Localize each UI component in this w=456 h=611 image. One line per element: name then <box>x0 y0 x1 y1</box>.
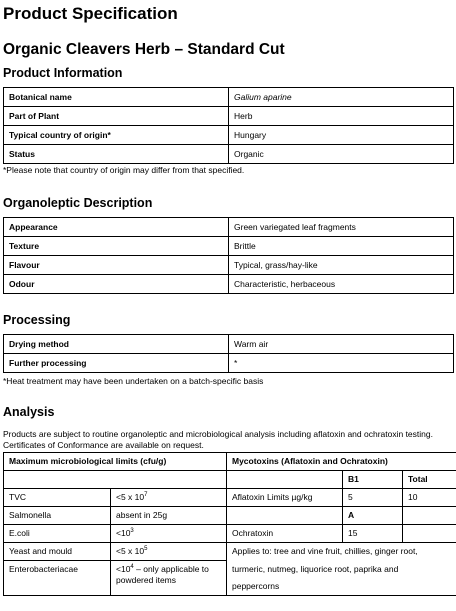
botanical-name-value: Galium aparine <box>229 88 454 107</box>
page-title: Product Specification <box>3 4 178 23</box>
enterobacteriacae-value: $<10^4$ – only applicable to powdered items <box>111 561 227 596</box>
enterobacteriacae-label: Enterobacteriacae <box>4 561 111 596</box>
status-label: Status <box>4 145 229 164</box>
product-information-heading: Product Information <box>3 66 123 80</box>
flavour-label: Flavour <box>4 256 229 275</box>
organoleptic-heading: Organoleptic Description <box>3 196 153 210</box>
texture-value: Brittle <box>229 237 454 256</box>
table-row <box>4 453 456 471</box>
table-row <box>4 237 454 256</box>
status-value: Organic <box>229 145 454 164</box>
table-row <box>4 145 454 164</box>
table-row <box>4 107 454 126</box>
product-name: Organic Cleavers Herb – Standard Cut <box>3 41 285 58</box>
heat-treatment-note: *Heat treatment may have been undertaken on a batch-specific basis <box>3 376 264 386</box>
table-row <box>4 561 456 578</box>
country-of-origin-value: Hungary <box>229 126 454 145</box>
mycotoxins-header: Mycotoxins (Aflatoxin and Ochratoxin) <box>227 453 456 471</box>
total-header: Total <box>403 471 456 489</box>
table-row <box>4 88 454 107</box>
drying-method-value: Warm air <box>229 335 454 354</box>
empty-cell <box>227 507 343 525</box>
salmonella-label: Salmonella <box>4 507 111 525</box>
origin-note: *Please note that country of origin may differ from that specified. <box>3 165 245 175</box>
table-row <box>4 256 454 275</box>
empty-cell <box>403 525 456 543</box>
product-information-table <box>3 87 454 164</box>
processing-heading: Processing <box>3 313 71 327</box>
empty-cell <box>403 507 456 525</box>
table-row <box>4 525 456 543</box>
applies-to-line-2: turmeric, nutmeg, liquorice root, paprika and <box>227 561 456 578</box>
table-row <box>4 471 456 489</box>
ochratoxin-label: Ochratoxin <box>227 525 343 543</box>
salmonella-value: absent in 25g <box>111 507 227 525</box>
analysis-table <box>3 452 456 596</box>
texture-label: Texture <box>4 237 229 256</box>
tvc-label: TVC <box>4 489 111 507</box>
table-row <box>4 275 454 294</box>
analysis-heading: Analysis <box>3 405 55 419</box>
appearance-label: Appearance <box>4 218 229 237</box>
analysis-intro: Products are subject to routine organoleptic and microbiological analysis including aflatoxin and ochratoxin testing. Certificates of Conformance are available on request. <box>3 429 433 450</box>
further-processing-value: * <box>229 354 454 373</box>
micro-limits-header: Maximum microbiological limits (cfu/g) <box>4 453 227 471</box>
table-row <box>4 507 456 525</box>
table-row <box>4 354 454 373</box>
table-row <box>4 218 454 237</box>
yeast-mould-label: Yeast and mould <box>4 543 111 561</box>
processing-table <box>3 334 454 373</box>
appearance-value: Green variegated leaf fragments <box>229 218 454 237</box>
country-of-origin-label: Typical country of origin* <box>4 126 229 145</box>
empty-cell <box>227 471 343 489</box>
aflatoxin-b1-value: 5 <box>343 489 403 507</box>
drying-method-label: Drying method <box>4 335 229 354</box>
yeast-mould-value: <5 x $10^5$ <box>111 543 227 561</box>
odour-label: Odour <box>4 275 229 294</box>
table-row <box>4 489 456 507</box>
table-row <box>4 335 454 354</box>
empty-cell <box>4 471 227 489</box>
b1-header: B1 <box>343 471 403 489</box>
tvc-value: <5 x $10^7$ <box>111 489 227 507</box>
flavour-value: Typical, grass/hay-like <box>229 256 454 275</box>
organoleptic-table <box>3 217 454 294</box>
ecoli-label: E.coli <box>4 525 111 543</box>
aflatoxin-label: Aflatoxin Limits µg/kg <box>227 489 343 507</box>
part-of-plant-value: Herb <box>229 107 454 126</box>
ochratoxin-value: 15 <box>343 525 403 543</box>
ecoli-value: $<10^3$ <box>111 525 227 543</box>
further-processing-label: Further processing <box>4 354 229 373</box>
odour-value: Characteristic, herbaceous <box>229 275 454 294</box>
table-row <box>4 126 454 145</box>
part-of-plant-label: Part of Plant <box>4 107 229 126</box>
aflatoxin-total-value: 10 <box>403 489 456 507</box>
applies-to-line-1: Applies to: tree and vine fruit, chillies, ginger root, <box>227 543 456 561</box>
a-header: A <box>343 507 403 525</box>
applies-to-line-3: peppercorns <box>227 578 456 596</box>
botanical-name-label: Botanical name <box>4 88 229 107</box>
table-row <box>4 543 456 561</box>
